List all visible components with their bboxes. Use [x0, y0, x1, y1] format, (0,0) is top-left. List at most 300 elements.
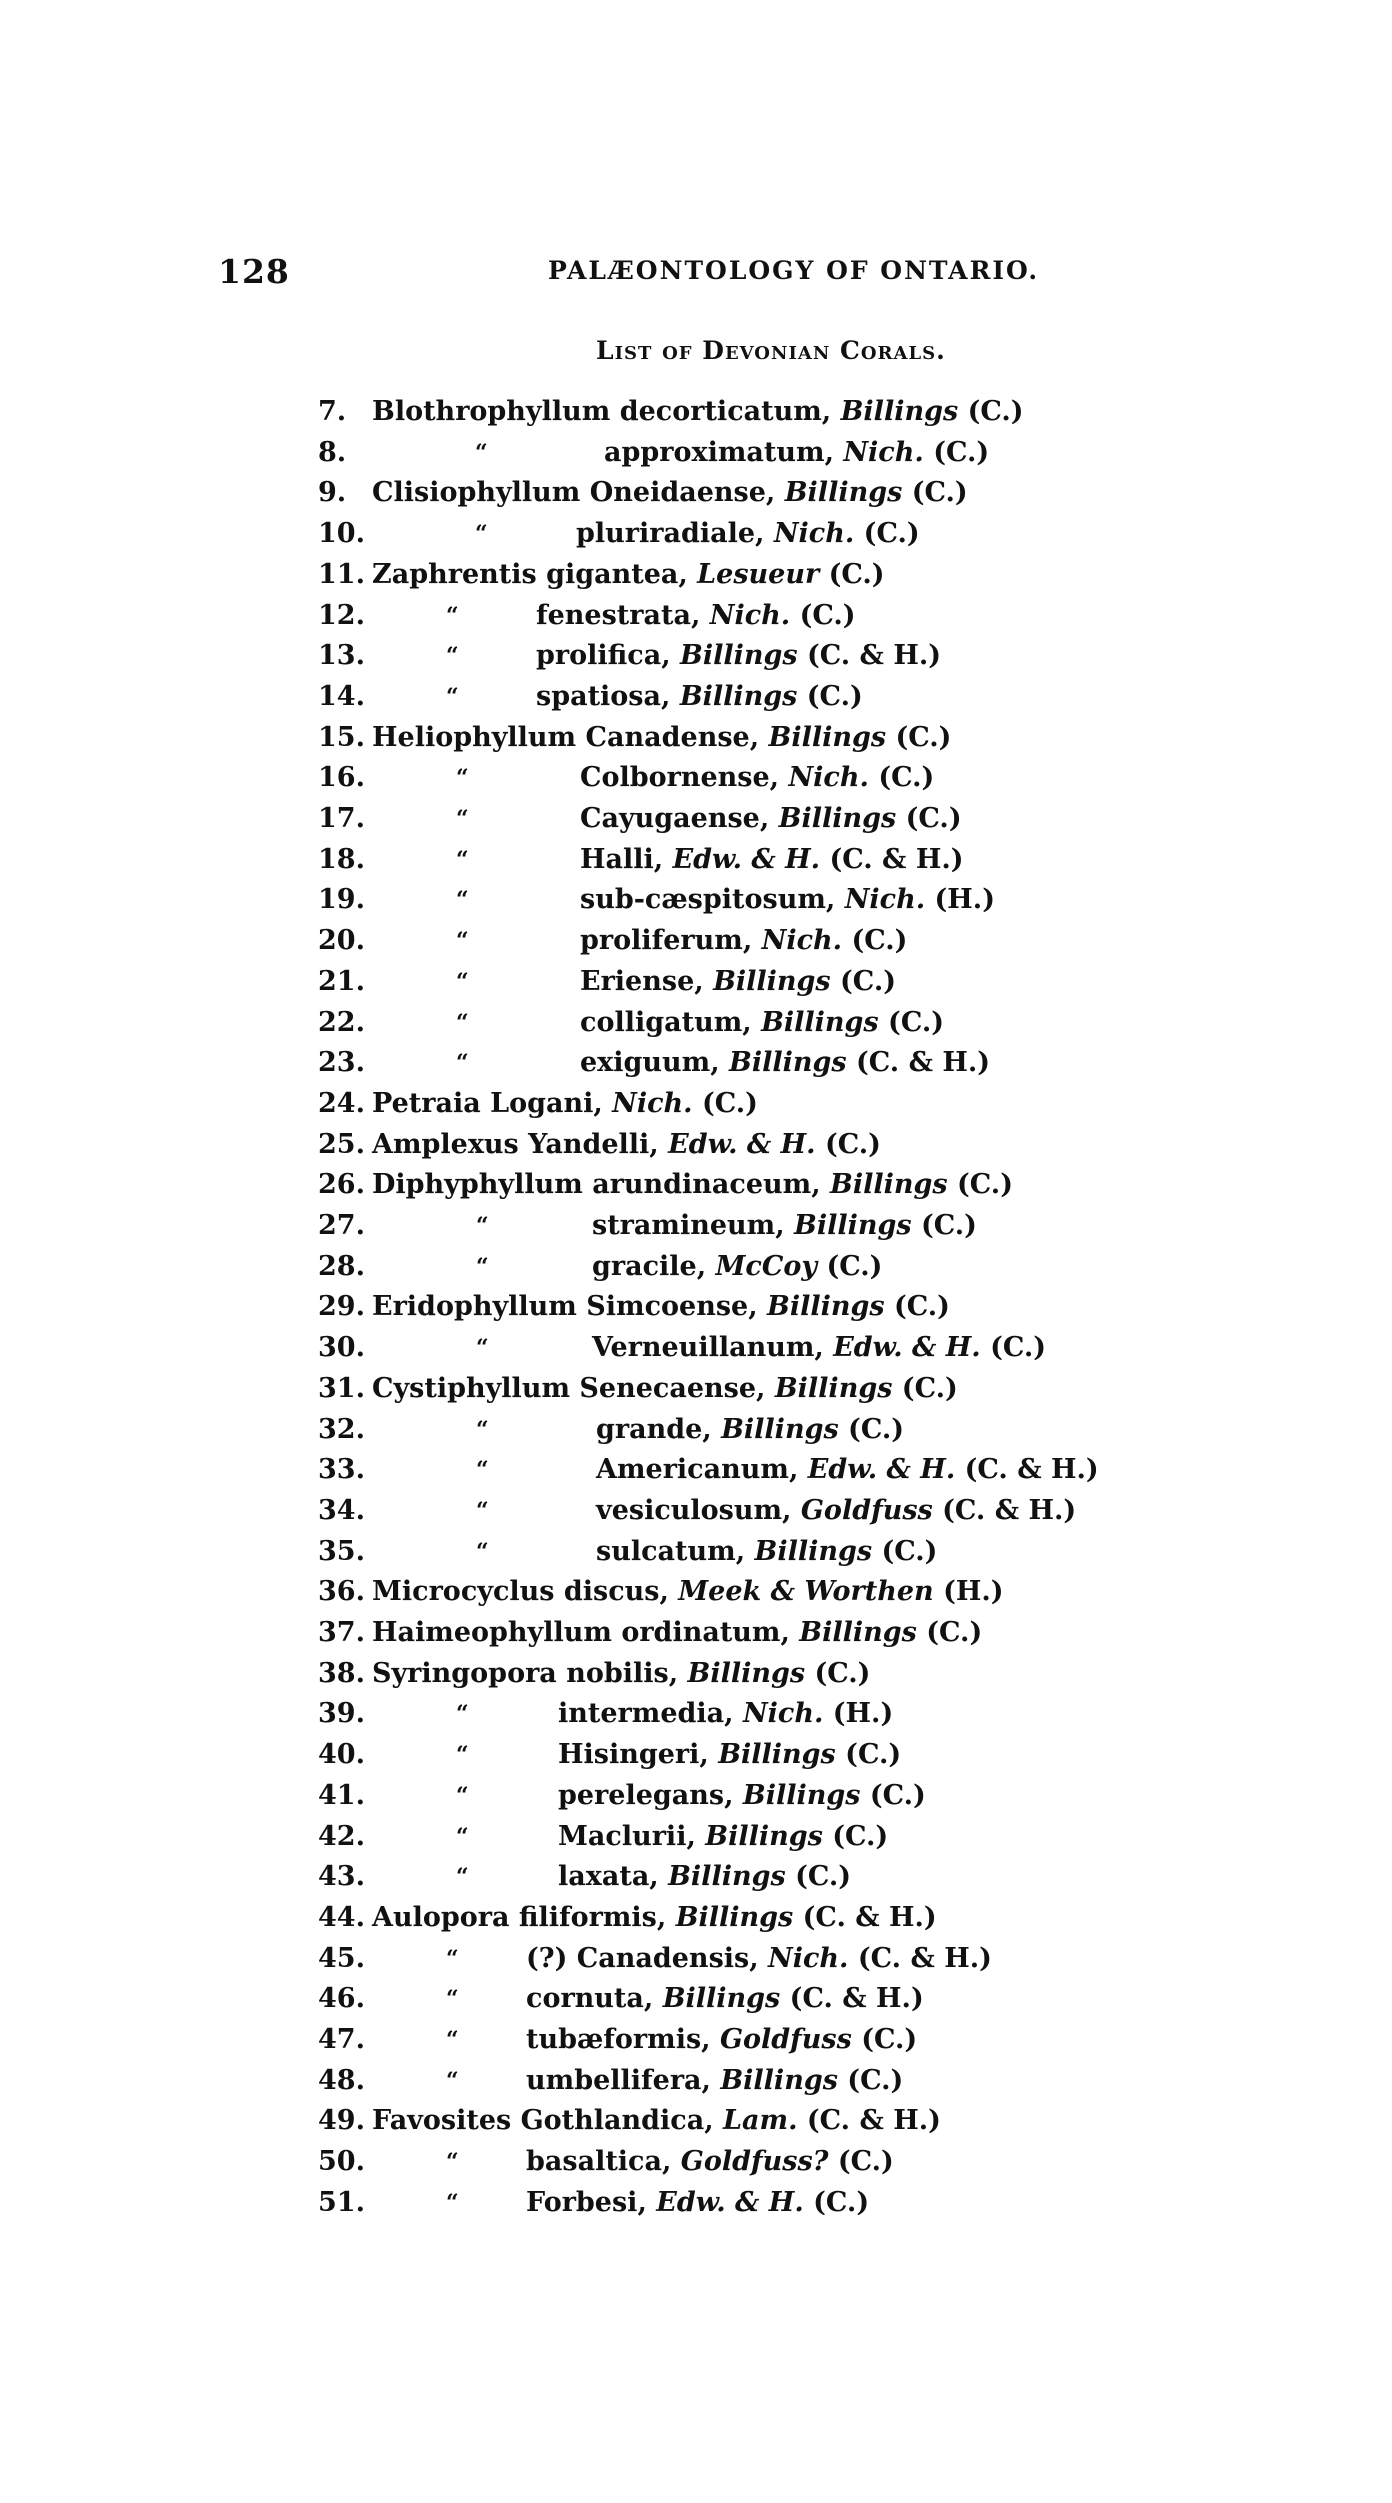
ditto-mark: “ [446, 2149, 459, 2176]
ditto-mark: “ [446, 2027, 459, 2053]
entry-text [536, 596, 856, 636]
list-item [0, 1247, 1392, 1287]
species-name: Forbesi, [526, 2186, 657, 2218]
entry-text [580, 921, 907, 961]
entry-text [372, 2101, 941, 2141]
locality: (C. & H.) [797, 2105, 941, 2137]
entry-text [576, 514, 920, 554]
list-item [0, 1939, 1392, 1979]
species-name: gigantea, [546, 558, 698, 590]
genus-name: Diphyphyllum [372, 1169, 593, 1201]
list-item [0, 1084, 1392, 1124]
entry-text [526, 2061, 903, 2101]
list-item [0, 840, 1392, 880]
locality: (C.) [923, 436, 990, 468]
entry-text [580, 1043, 990, 1083]
locality: (C.) [854, 518, 920, 550]
list-item [0, 2142, 1392, 2182]
locality: (H.) [933, 1576, 1004, 1608]
genus-name: Blothrophyllum [372, 396, 620, 427]
list-item [0, 921, 1392, 961]
entry-number: 24. [318, 1087, 365, 1119]
ditto-mark: “ [456, 765, 469, 792]
locality: (C.) [692, 1087, 758, 1119]
ditto-mark: “ [456, 1009, 469, 1036]
entry-number: 34. [318, 1494, 365, 1526]
species-name: Simcoense, [586, 1291, 768, 1323]
locality: (H.) [823, 1698, 894, 1730]
locality: (C.) [896, 803, 962, 834]
list-item [0, 1206, 1392, 1246]
ditto-mark: “ [456, 846, 469, 873]
ditto-mark: “ [456, 1050, 469, 1077]
ditto-mark: “ [456, 1701, 469, 1728]
ditto-mark: “ [456, 1823, 469, 1850]
entry-number: 46. [318, 1983, 365, 2015]
genus-name: Microcyclus [372, 1576, 564, 1608]
author-name: Billings [675, 1901, 794, 1933]
list-item [0, 1776, 1392, 1816]
ditto-mark: “ [456, 1782, 469, 1809]
species-name: laxata, [558, 1861, 669, 1893]
list-item [0, 1287, 1392, 1327]
list-item [0, 799, 1392, 839]
page-number: 128 [218, 252, 290, 291]
entry-number: 47. [318, 2024, 365, 2055]
entry-number: 30. [318, 1332, 365, 1364]
locality: (C. & H.) [932, 1494, 1077, 1526]
author-name: Lesueur [697, 558, 820, 590]
list-item [0, 1654, 1392, 1694]
locality: (C.) [884, 1291, 950, 1323]
entry-number: 41. [318, 1779, 365, 1811]
author-name: Billings [742, 1779, 861, 1811]
author-name: Billings [687, 1657, 806, 1689]
author-name: Billings [720, 2064, 838, 2096]
locality: (C.) [838, 1413, 905, 1445]
author-name: Goldfuss [800, 1494, 933, 1526]
entry-number: 36. [318, 1576, 365, 1608]
locality: (C. & H.) [780, 1983, 924, 2015]
author-name: Edw. & H. [656, 2186, 804, 2218]
entry-text [526, 1939, 992, 1979]
list-item [0, 1857, 1392, 1897]
ditto-mark: “ [446, 602, 459, 629]
species-name: Logani, [490, 1087, 613, 1119]
list-item [0, 880, 1392, 920]
entry-text [580, 758, 934, 798]
entry-number: 45. [318, 1942, 365, 1974]
author-name: Billings [680, 640, 798, 672]
species-name: exiguum, [580, 1047, 730, 1079]
entry-text [372, 392, 1024, 432]
entry-text [580, 799, 962, 839]
ditto-mark: “ [446, 643, 459, 670]
genus-name: Amplexus [372, 1128, 529, 1160]
author-name: McCoy [715, 1250, 818, 1282]
author-name: Nich. [844, 884, 926, 916]
author-name: Billings [729, 1047, 847, 1079]
entry-text [596, 1450, 1099, 1490]
species-name: perelegans, [558, 1779, 743, 1811]
genus-name: Haimeophyllum [372, 1617, 622, 1648]
ditto-mark: “ [476, 1416, 489, 1443]
entry-number: 43. [318, 1861, 365, 1893]
list-item [0, 1369, 1392, 1409]
locality: (C.) [911, 1210, 977, 1241]
locality: (C.) [803, 2186, 870, 2218]
entry-number: 7. [318, 396, 347, 427]
list-item [0, 2020, 1392, 2060]
ditto-mark: “ [476, 1335, 489, 1362]
author-name: Billings [794, 1210, 912, 1241]
locality: (H.) [925, 884, 995, 916]
species-name: Americanum, [596, 1454, 808, 1486]
entry-text [558, 1776, 926, 1816]
ditto-mark: “ [456, 806, 469, 832]
author-name: Billings [778, 803, 897, 834]
author-name: Edw. & H. [833, 1332, 981, 1364]
list-item [0, 1735, 1392, 1775]
species-name: Senecaense, [579, 1372, 775, 1404]
entry-text [372, 473, 968, 513]
entry-number: 29. [318, 1291, 365, 1323]
ditto-mark: “ [446, 2189, 459, 2216]
entry-text [372, 1369, 958, 1409]
species-name: stramineum, [592, 1210, 795, 1241]
locality: (C.) [797, 680, 863, 712]
locality: (C.) [819, 558, 885, 590]
species-name: vesiculosum, [596, 1494, 801, 1526]
author-name: Edw. & H. [807, 1454, 956, 1486]
locality: (C.) [892, 1372, 958, 1404]
entry-number: 21. [318, 965, 365, 997]
entry-number: 28. [318, 1250, 365, 1282]
list-item [0, 1165, 1392, 1205]
list-item [0, 1572, 1392, 1612]
ditto-mark: “ [446, 683, 459, 710]
locality: (C. & H.) [955, 1454, 1099, 1486]
entry-number: 11. [318, 558, 365, 590]
author-name: Billings [761, 1006, 879, 1038]
list-item [0, 1817, 1392, 1857]
ditto-mark: “ [446, 1945, 459, 1972]
species-name: cornuta, [526, 1983, 663, 2015]
species-name: fenestrata, [536, 599, 710, 631]
list-item [0, 1125, 1392, 1165]
list-item [0, 514, 1392, 554]
author-name: Billings [718, 1739, 836, 1771]
locality: (C.) [817, 1250, 883, 1282]
entry-number: 12. [318, 599, 365, 631]
locality: (C.) [830, 965, 896, 997]
entry-text [558, 1857, 851, 1897]
species-name: (?) Canadensis, [526, 1942, 769, 1974]
author-name: Edw. & H. [668, 1128, 816, 1160]
species-name: Eriense, [580, 965, 714, 997]
locality: (C.) [902, 477, 968, 509]
entry-number: 35. [318, 1535, 365, 1567]
author-name: Meek & Worthen [678, 1576, 934, 1608]
species-name: Gothlandica, [520, 2105, 724, 2137]
author-name: Billings [679, 680, 798, 712]
entry-text [596, 1532, 937, 1572]
locality: (C.) [851, 2024, 918, 2055]
species-name: Oneidaense, [589, 477, 785, 509]
entry-text [372, 1165, 1013, 1205]
author-name: Billings [784, 477, 903, 509]
author-name: Billings [774, 1372, 893, 1404]
entry-text [526, 1979, 924, 2019]
locality: (C.) [980, 1332, 1047, 1364]
entry-text [536, 636, 941, 676]
author-name: Billings [799, 1617, 917, 1648]
genus-name: Heliophyllum [372, 721, 586, 753]
author-name: Nich. [788, 762, 869, 794]
author-name: Nich. [612, 1087, 693, 1119]
entry-text [372, 1613, 982, 1653]
entry-number: 9. [318, 477, 347, 509]
entry-number: 25. [318, 1128, 365, 1160]
entry-number: 23. [318, 1047, 365, 1079]
list-item [0, 2183, 1392, 2223]
locality: (C.) [805, 1657, 871, 1689]
locality: (C.) [872, 1535, 938, 1567]
list-item [0, 1694, 1392, 1734]
ditto-mark: “ [446, 2067, 459, 2094]
genus-name: Syringopora [372, 1657, 567, 1689]
list-item [0, 1491, 1392, 1531]
list-item [0, 392, 1392, 432]
entry-number: 20. [318, 925, 365, 957]
author-name: Billings [830, 1169, 948, 1201]
entry-number: 50. [318, 2146, 365, 2178]
ditto-mark: “ [476, 1497, 489, 1524]
running-title: PALÆONTOLOGY OF ONTARIO. [548, 256, 1040, 285]
genus-name: Petraia [372, 1087, 491, 1119]
entry-number: 18. [318, 843, 365, 875]
author-name: Lam. [723, 2105, 798, 2137]
species-name: Maclurii, [558, 1820, 706, 1852]
list-item [0, 473, 1392, 513]
species-name: prolifica, [536, 640, 680, 672]
entry-text [526, 2142, 894, 2182]
genus-name: Eridophyllum [372, 1291, 587, 1323]
list-item [0, 718, 1392, 758]
entry-number: 31. [318, 1372, 365, 1404]
genus-name: Clisiophyllum [372, 477, 590, 509]
species-name: decorticatum, [619, 396, 841, 427]
species-name: Colbornense, [580, 762, 789, 794]
locality: (C.) [958, 396, 1024, 427]
ditto-mark: “ [456, 1742, 469, 1769]
locality: (C.) [868, 762, 935, 794]
list-item [0, 677, 1392, 717]
species-name: grande, [596, 1413, 722, 1445]
ditto-mark: “ [456, 887, 469, 914]
entry-text [372, 1125, 881, 1165]
entry-number: 15. [318, 721, 365, 753]
list-item [0, 1532, 1392, 1572]
list-item [0, 1043, 1392, 1083]
author-name: Nich. [773, 518, 855, 550]
species-name: intermedia, [558, 1698, 743, 1730]
ditto-mark: “ [476, 1253, 489, 1280]
author-name: Billings [668, 1861, 786, 1893]
species-name: basaltica, [526, 2146, 681, 2178]
species-name: Canadense, [585, 721, 769, 753]
entry-text [604, 433, 989, 473]
author-name: Billings [767, 1291, 885, 1323]
list-item [0, 962, 1392, 1002]
entry-number: 44. [318, 1901, 365, 1933]
entry-number: 13. [318, 640, 365, 672]
species-name: proliferum, [580, 925, 762, 957]
entry-number: 26. [318, 1169, 365, 1201]
species-name: approximatum, [604, 436, 844, 468]
entry-number: 22. [318, 1006, 365, 1038]
species-name: ordinatum, [621, 1617, 800, 1648]
entry-text [372, 1287, 950, 1327]
author-name: Nich. [761, 925, 843, 957]
species-name: arundinaceum, [592, 1169, 831, 1201]
locality: (C.) [837, 2064, 904, 2096]
species-name: Yandelli, [528, 1128, 669, 1160]
entry-text [558, 1694, 893, 1734]
author-name: Billings [662, 1983, 781, 2015]
author-name: Billings [721, 1413, 839, 1445]
genus-name: Aulopora [372, 1901, 519, 1933]
species-name: nobilis, [566, 1657, 688, 1689]
entry-number: 42. [318, 1820, 365, 1852]
author-name: Billings [713, 965, 831, 997]
ditto-mark: “ [476, 1213, 489, 1239]
entry-number: 40. [318, 1739, 365, 1771]
locality: (C.) [835, 1739, 902, 1771]
entry-number: 27. [318, 1210, 365, 1241]
species-name: sulcatum, [596, 1535, 755, 1567]
locality: (C.) [947, 1169, 1013, 1201]
list-item [0, 1328, 1392, 1368]
ditto-mark: “ [475, 521, 488, 548]
list-item [0, 758, 1392, 798]
entry-text [372, 1084, 758, 1124]
locality: (C. & H.) [820, 843, 964, 875]
locality: (C.) [860, 1779, 926, 1811]
list-item [0, 1898, 1392, 1938]
entry-text [526, 2020, 917, 2060]
author-name: Nich. [768, 1942, 849, 1974]
entry-number: 17. [318, 803, 365, 834]
species-name: Cayugaense, [580, 803, 779, 834]
entry-text [372, 1898, 937, 1938]
entry-number: 32. [318, 1413, 365, 1445]
species-name: spatiosa, [536, 680, 680, 712]
ditto-mark: “ [456, 1864, 469, 1891]
entry-text [592, 1328, 1046, 1368]
entry-text [580, 962, 896, 1002]
genus-name: Cystiphyllum [372, 1372, 580, 1404]
locality: (C. & H.) [793, 1901, 937, 1933]
species-name: umbellifera, [526, 2064, 721, 2096]
list-item [0, 636, 1392, 676]
entry-number: 49. [318, 2105, 365, 2137]
ditto-mark: “ [456, 968, 469, 995]
species-name: pluriradiale, [576, 518, 774, 550]
entry-number: 14. [318, 680, 365, 712]
entry-text [372, 718, 951, 758]
locality: (C. & H.) [848, 1942, 992, 1974]
species-name: filiformis, [518, 1901, 676, 1933]
entry-number: 19. [318, 884, 365, 916]
entry-text [592, 1206, 977, 1246]
list-item [0, 596, 1392, 636]
entry-text [372, 1572, 1004, 1612]
entry-text [558, 1735, 901, 1775]
species-name: tubæformis, [526, 2024, 720, 2055]
entry-number: 37. [318, 1617, 365, 1648]
list-item [0, 1410, 1392, 1450]
ditto-mark: “ [476, 1457, 489, 1484]
entry-number: 33. [318, 1454, 365, 1486]
locality: (C.) [916, 1617, 983, 1648]
entry-number: 51. [318, 2186, 365, 2218]
entry-text [596, 1491, 1076, 1531]
species-name: sub-cæspitosum, [580, 884, 845, 916]
list-item [0, 2061, 1392, 2101]
entry-number: 8. [318, 436, 347, 468]
locality: (C.) [886, 721, 952, 753]
author-name: Billings [705, 1820, 823, 1852]
locality: (C. & H.) [797, 640, 942, 672]
author-name: Nich. [709, 599, 791, 631]
species-name: discus, [563, 1576, 679, 1608]
entry-text [372, 555, 885, 595]
list-item [0, 1003, 1392, 1043]
entry-text [558, 1817, 888, 1857]
entry-text [592, 1247, 882, 1287]
entry-text [580, 840, 964, 880]
entry-text [372, 1654, 870, 1694]
entry-text [536, 677, 863, 717]
locality: (C.) [790, 599, 856, 631]
list-item [0, 1450, 1392, 1490]
entry-text [580, 880, 995, 920]
species-name: Verneuillanum, [592, 1332, 834, 1364]
ditto-mark: “ [475, 439, 488, 466]
locality: (C. & H.) [846, 1047, 991, 1079]
entry-number: 16. [318, 762, 365, 794]
author-name: Billings [754, 1535, 873, 1567]
entry-number: 10. [318, 518, 365, 550]
locality: (C.) [878, 1006, 945, 1038]
species-name: gracile, [592, 1250, 716, 1282]
author-name: Nich. [742, 1698, 824, 1730]
entry-text [580, 1003, 944, 1043]
author-name: Edw. & H. [672, 843, 821, 875]
species-name: Halli, [580, 843, 673, 875]
ditto-mark: “ [446, 1986, 459, 2013]
author-name: Goldfuss [719, 2024, 852, 2055]
list-item [0, 2101, 1392, 2141]
locality: (C.) [785, 1861, 852, 1893]
locality: (C.) [842, 925, 908, 957]
entry-number: 48. [318, 2064, 365, 2096]
list-item [0, 433, 1392, 473]
locality: (C.) [815, 1128, 881, 1160]
list-item [0, 555, 1392, 595]
ditto-mark: “ [456, 928, 469, 955]
